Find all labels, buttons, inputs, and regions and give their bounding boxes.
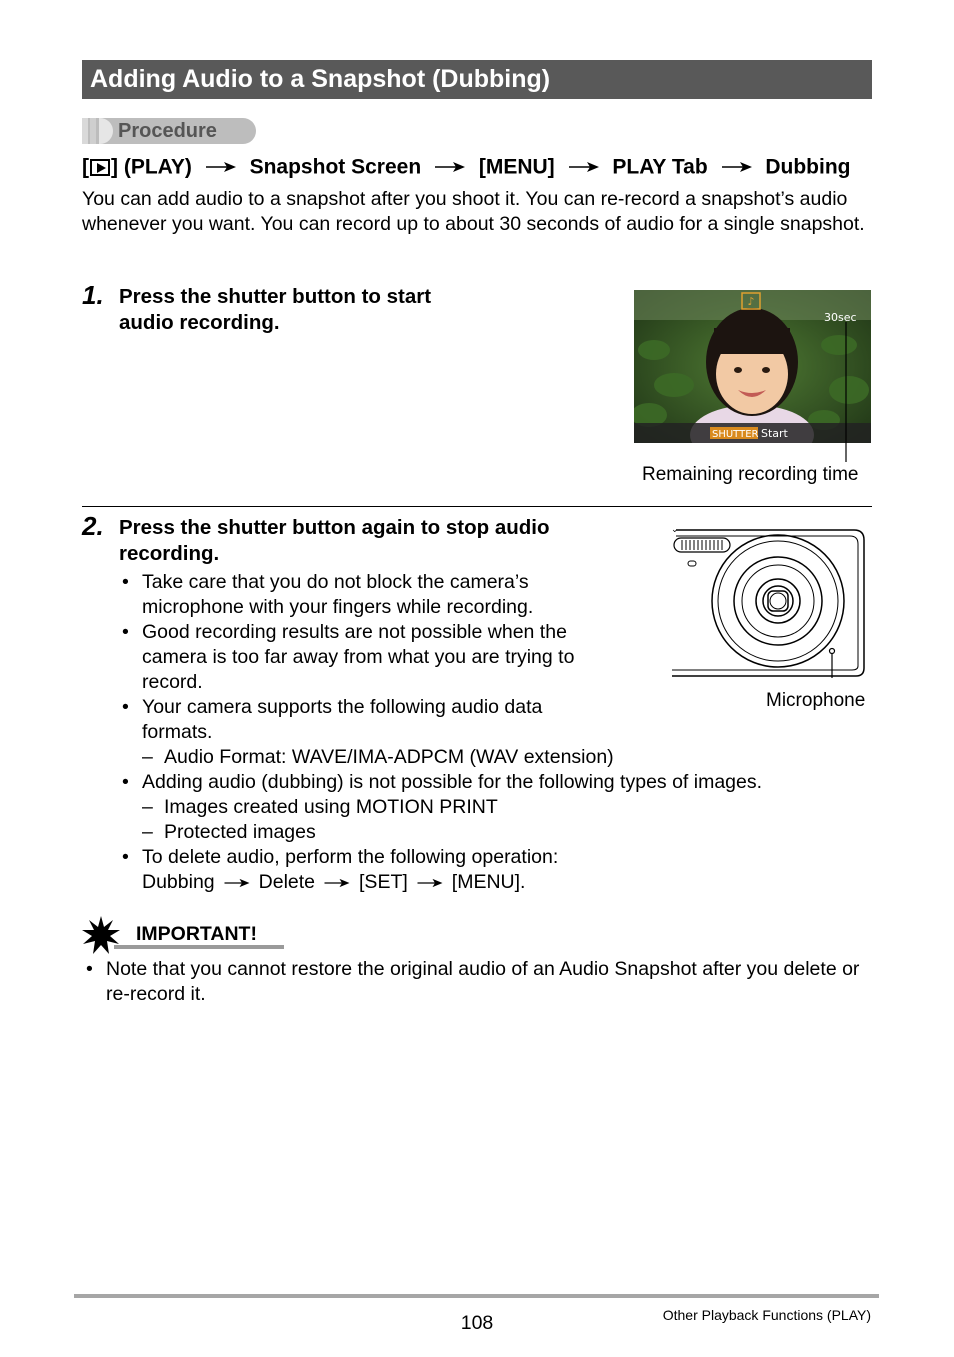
photo-caption: Remaining recording time: [642, 464, 859, 485]
start-label: Start: [761, 427, 788, 440]
sub-list-item: – Protected images: [142, 821, 316, 843]
step-1-line-1: Press the shutter button to start: [119, 285, 432, 308]
step-1-text: [119, 284, 431, 336]
nav-menu: [MENU]: [478, 155, 555, 179]
important-title: IMPORTANT!: [136, 923, 257, 945]
remaining-time-label: 30sec: [824, 311, 857, 324]
arrow-right-icon: [322, 878, 352, 888]
step-2-text: [119, 515, 550, 567]
nav-snapshot-screen: Snapshot Screen: [249, 155, 422, 179]
nav-open-bracket: [: [82, 155, 89, 179]
arrow-right-icon: [722, 161, 752, 173]
nav-play: ] (PLAY): [111, 155, 192, 179]
list-item: • Good recording results are not possible when the camera is too far away from what you are trying to record.: [122, 621, 575, 693]
step-2-number: 2.: [82, 511, 104, 541]
page-number: 108: [460, 1312, 494, 1334]
footer-divider: [74, 1294, 879, 1298]
navigation-path: [82, 153, 882, 181]
svg-text:⌄: ⌄: [671, 525, 679, 535]
shutter-label: SHUTTER: [712, 429, 759, 440]
nav-dubbing: Dubbing: [765, 155, 851, 179]
procedure-label: Procedure: [118, 120, 217, 142]
step-2-line-2: recording.: [119, 542, 220, 565]
intro-paragraph: You can add audio to a snapshot after you shoot it. You can re-record a snapshot’s audio whenever you want. You can record up to about 30 seconds of audio for a single snapshot.: [82, 188, 865, 235]
list-item: • Take care that you do not block the camera’s microphone with your fingers while recording.: [122, 571, 534, 618]
list-item: • Your camera supports the following audio data formats.: [122, 696, 543, 743]
arrow-right-icon: [222, 878, 252, 888]
step-1-number: 1.: [82, 280, 104, 310]
snapshot-photo: [634, 290, 871, 443]
step-2-line-1: Press the shutter button again to stop audio: [119, 516, 550, 539]
important-note: [86, 957, 866, 1007]
step-1-line-2: audio recording.: [119, 311, 280, 334]
nav-play-tab: PLAY Tab: [612, 155, 708, 179]
play-icon: [90, 159, 110, 176]
procedure-badge: [82, 118, 256, 144]
arrow-right-icon: [206, 161, 236, 173]
step-2-bullets: [122, 570, 822, 895]
page-title: Adding Audio to a Snapshot (Dubbing): [82, 60, 872, 99]
arrow-right-icon: [415, 878, 445, 888]
delete-operation-path: Dubbing Delete [SET] [MENU].: [142, 871, 526, 893]
sub-list-item: – Images created using MOTION PRINT: [142, 796, 498, 818]
footer-section-title: Other Playback Functions (PLAY): [662, 1307, 871, 1323]
list-item: • To delete audio, perform the following operation: Dubbing Delete [SET] [MENU].: [122, 845, 822, 895]
callout-line: [840, 322, 852, 464]
list-item: • Adding audio (dubbing) is not possible for the following types of images.: [122, 771, 763, 793]
svg-text:♪: ♪: [747, 295, 755, 308]
arrow-right-icon: [435, 161, 465, 173]
section-divider: [82, 506, 872, 507]
arrow-right-icon: [569, 161, 599, 173]
microphone-caption: Microphone: [766, 690, 866, 711]
list-item: • Note that you cannot restore the original audio of an Audio Snapshot after you delete or re-record it.: [86, 958, 860, 1005]
sub-list-item: – Audio Format: WAVE/IMA-ADPCM (WAV extension): [142, 746, 614, 768]
